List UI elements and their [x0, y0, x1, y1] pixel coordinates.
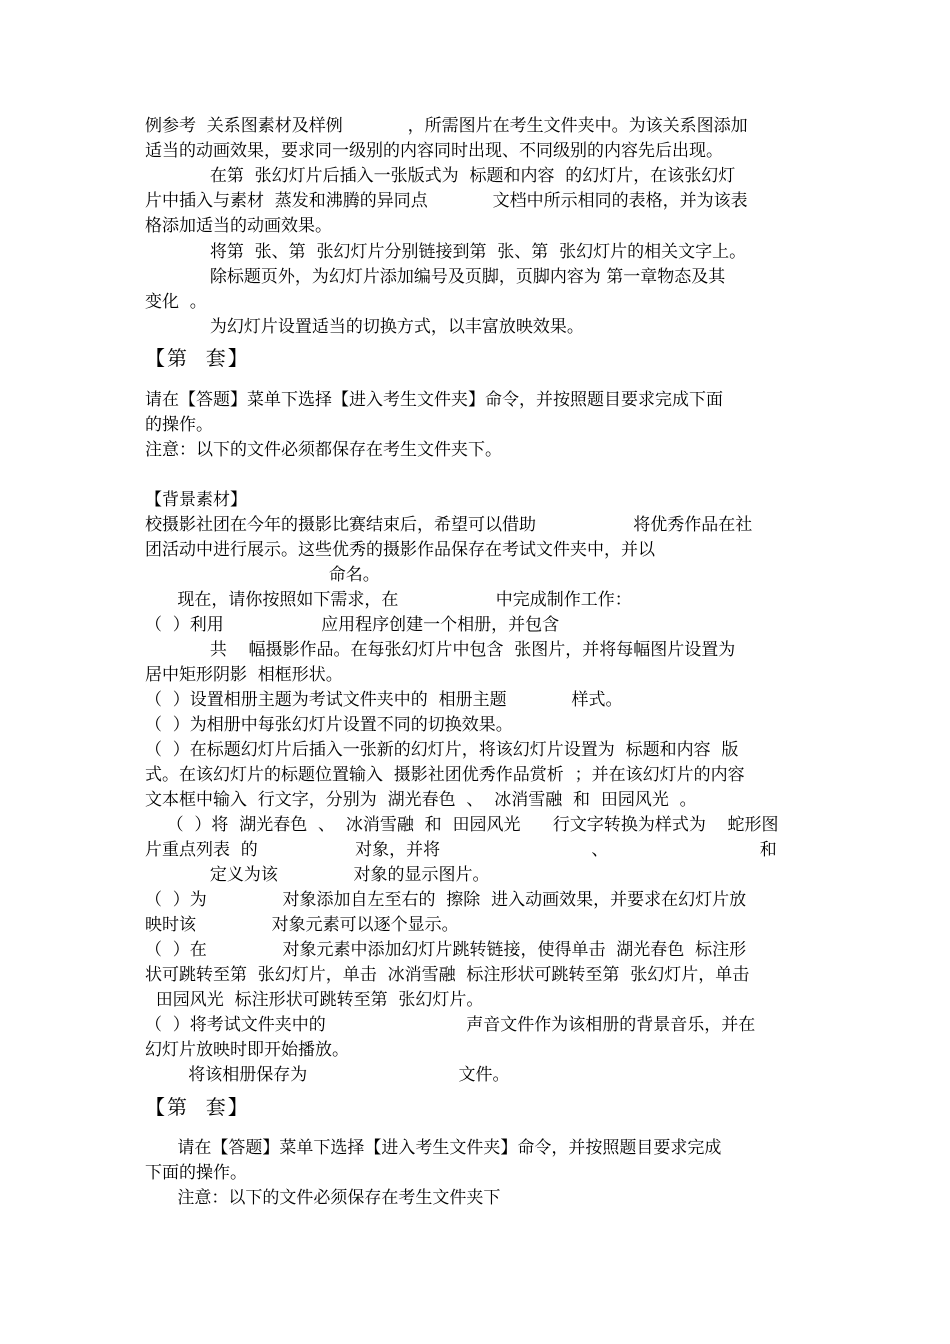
text-line: （ ）为相册中每张幻灯片设置不同的切换效果。	[145, 715, 513, 735]
text-line: 现在，请你按照如下需求，在 中完成制作工作：	[145, 590, 632, 610]
text-line: 幻灯片放映时即开始播放。	[145, 1040, 349, 1060]
text-line: 请在【答题】菜单下选择【进入考生文件夹】命令，并按照题目要求完成下面	[145, 390, 723, 410]
text-line: 片重点列表 的 对象，并将 、 和	[145, 840, 777, 860]
text-line: 映时该 对象元素可以逐个显示。	[145, 915, 459, 935]
text-line: 格添加适当的动画效果。	[145, 216, 332, 236]
text-line: 除标题页外，为幻灯片添加编号及页脚，页脚内容为 第一章物态及其	[145, 267, 726, 287]
text-line: 的操作。	[145, 415, 213, 435]
text-line: 注意：以下的文件必须都保存在考生文件夹下。	[145, 440, 502, 460]
text-line: （ ）在 对象元素中添加幻灯片跳转链接，使得单击 湖光春色 标注形	[145, 940, 747, 960]
text-line: （ ）在标题幻灯片后插入一张新的幻灯片，将该幻灯片设置为 标题和内容 版	[145, 740, 739, 760]
text-line: （ ）利用 应用程序创建一个相册，并包含	[145, 615, 560, 635]
text-line: 片中插入与素材 蒸发和沸腾的异同点 文档中所示相同的表格，并为该表	[145, 191, 748, 211]
text-line: 共 幅摄影作品。在每张幻灯片中包含 张图片，并将每幅图片设置为	[145, 640, 736, 660]
text-line: 例参考 关系图素材及样例 ，所需图片在考生文件夹中。为该关系图添加	[145, 116, 748, 136]
section-heading: 【第 套】	[145, 346, 250, 370]
text-line: （ ）设置相册主题为考试文件夹中的 相册主题 样式。	[145, 690, 623, 710]
section-heading: 【第 套】	[145, 1095, 250, 1119]
text-line: 适当的动画效果，要求同一级别的内容同时出现、不同级别的内容先后出现。	[145, 141, 723, 161]
text-line: 文本框中输入 行文字，分别为 湖光春色 、 冰消雪融 和 田园风光 。	[145, 790, 697, 810]
text-line: 【背景素材】	[145, 490, 247, 510]
text-line: 状可跳转至第 张幻灯片，单击 冰消雪融 标注形状可跳转至第 张幻灯片，单击	[145, 965, 750, 985]
text-line: 变化 。	[145, 292, 207, 312]
text-line: 居中矩形阴影 相框形状。	[145, 665, 343, 685]
text-line: 校摄影社团在今年的摄影比赛结束后，希望可以借助 将优秀作品在社	[145, 515, 753, 535]
text-line: 注意：以下的文件必须保存在考生文件夹下	[145, 1188, 501, 1208]
text-line: 命名。	[145, 565, 380, 585]
text-line: 式。在该幻灯片的标题位置输入 摄影社团优秀作品赏析 ；并在该幻灯片的内容	[145, 765, 745, 785]
text-line: 团活动中进行展示。这些优秀的摄影作品保存在考试文件夹中，并以	[145, 540, 655, 560]
text-line: （ ）将 湖光春色 、 冰消雪融 和 田园风光 行文字转换为样式为 蛇形图	[145, 815, 779, 835]
text-line: 下面的操作。	[145, 1163, 247, 1183]
text-line: 将第 张、第 张幻灯片分别链接到第 张、第 张幻灯片的相关文字上。	[145, 242, 747, 262]
text-line: （ ）为 对象添加自左至右的 擦除 进入动画效果，并要求在幻灯片放	[145, 890, 747, 910]
text-line: 将该相册保存为 文件。	[145, 1065, 510, 1085]
text-line: （ ）将考试文件夹中的 声音文件作为该相册的背景音乐，并在	[145, 1015, 756, 1035]
text-line: 在第 张幻灯片后插入一张版式为 标题和内容 的幻灯片，在该张幻灯	[145, 166, 736, 186]
text-line: 田园风光 标注形状可跳转至第 张幻灯片。	[145, 990, 484, 1010]
text-line: 定义为该 对象的显示图片。	[145, 865, 490, 885]
text-line: 为幻灯片设置适当的切换方式，以丰富放映效果。	[145, 317, 584, 337]
text-line: 请在【答题】菜单下选择【进入考生文件夹】命令，并按照题目要求完成	[145, 1138, 722, 1158]
